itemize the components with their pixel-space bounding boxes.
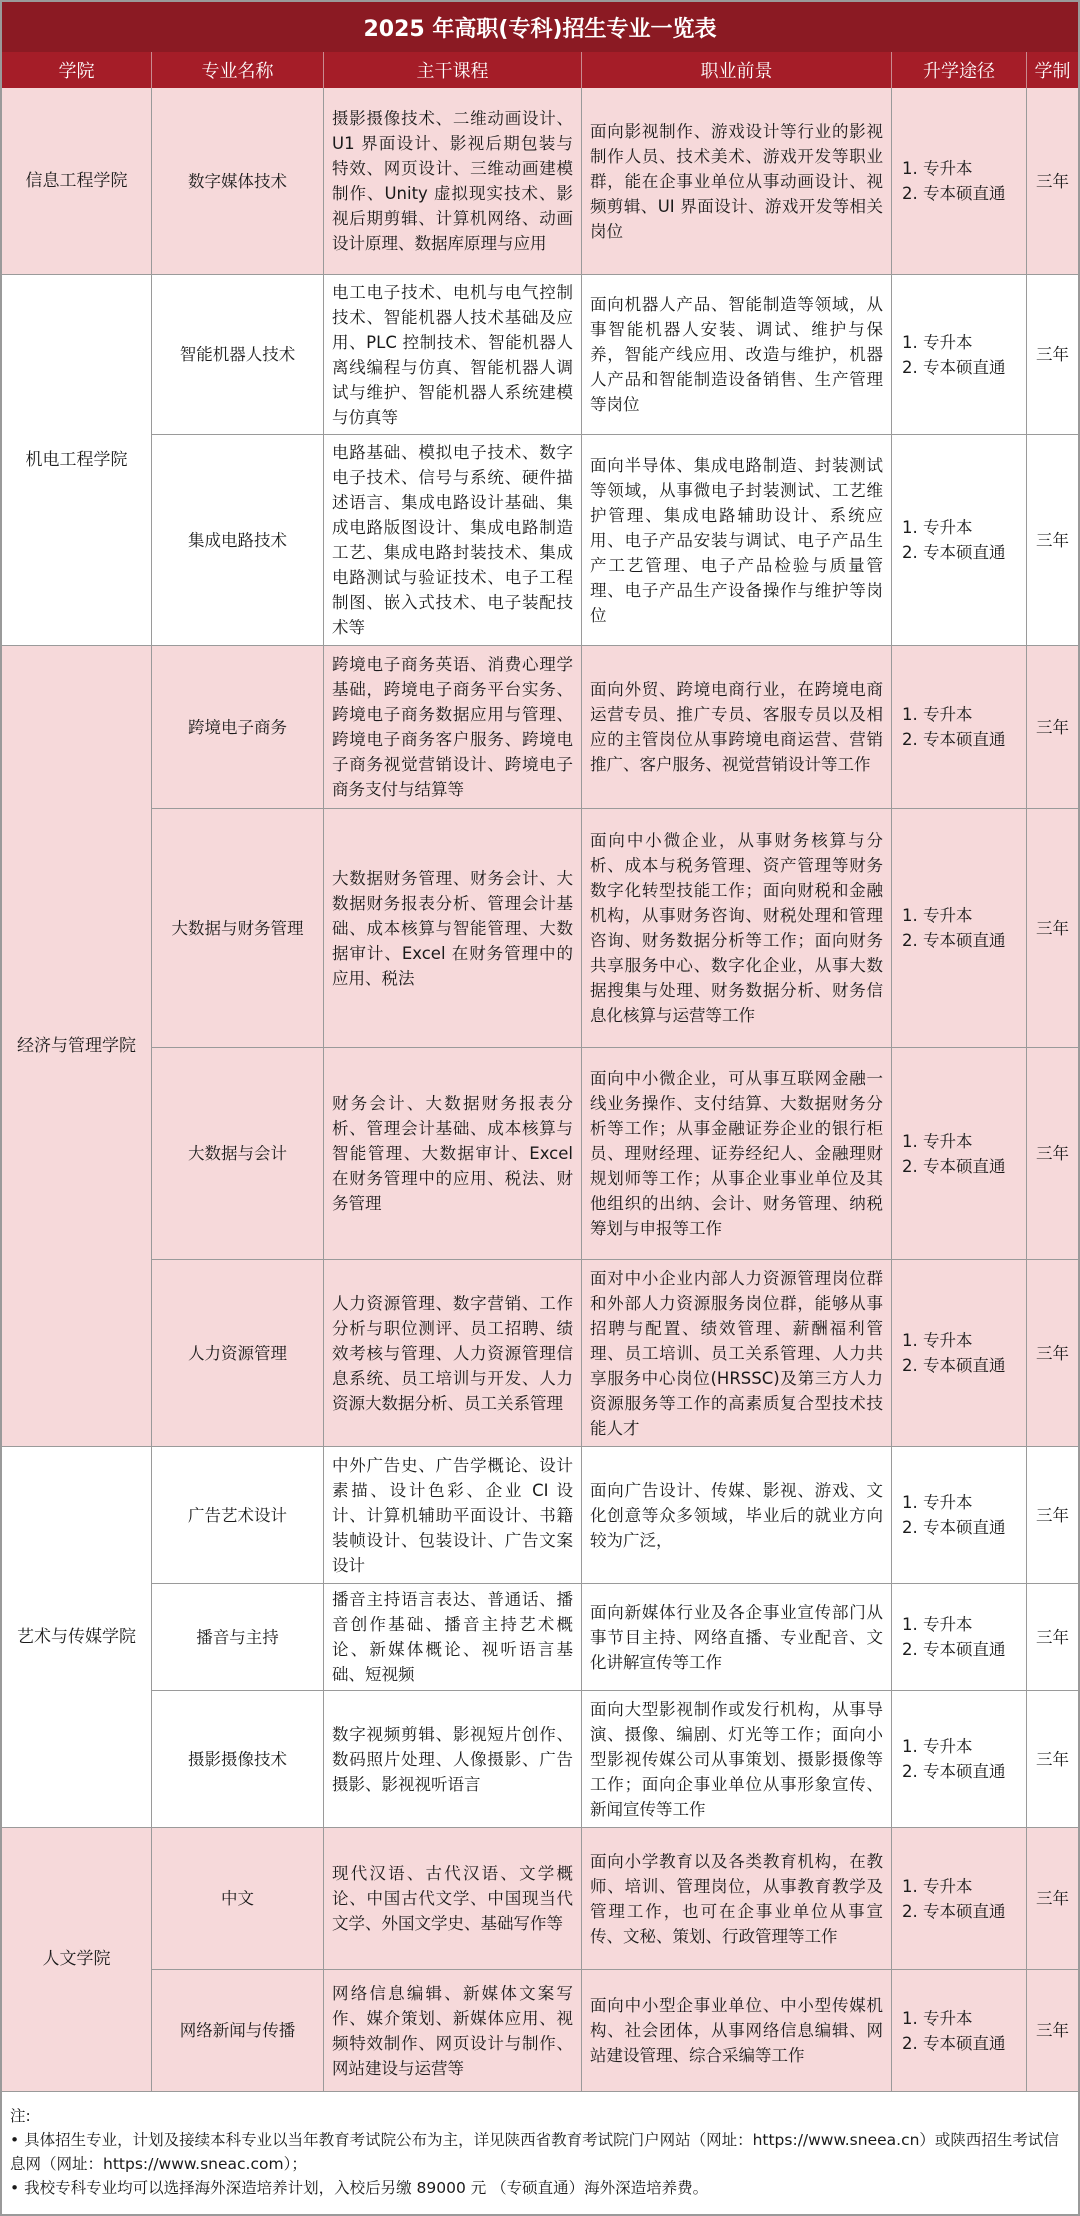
major-name: 人力资源管理 bbox=[152, 1260, 324, 1447]
major-courses: 现代汉语、古代汉语、文学概论、中国古代文学、中国现当代文学、外国文学史、基础写作等 bbox=[324, 1828, 582, 1970]
college-cell-economics-management: 经济与管理学院 bbox=[2, 646, 152, 1447]
major-courses: 网络信息编辑、新媒体文案写作、媒介策划、新媒体应用、视频特效制作、网页设计与制作、网站建设与运营等 bbox=[324, 1970, 582, 2092]
major-prospects: 面向中小微企业，可从事互联网金融一线业务操作、支付结算、大数据财务分析等工作；从事金融证券企业的银行柜员、理财经理、证券经纪人、金融理财规划师等工作；从事企业事业单位及其他组织的出纳、会计、财务管理、纳税筹划与申报等工作 bbox=[582, 1048, 892, 1260]
college-cell-info-engineering: 信息工程学院 bbox=[2, 88, 152, 275]
major-prospects: 面向半导体、集成电路制造、封装测试等领域，从事微电子封装测试、工艺维护管理、集成电路辅助设计、系统应用、电子产品安装与调试、电子产品生产工艺管理、电子产品检验与质量管理、电子产品生产设备操作与维护等岗位 bbox=[582, 435, 892, 646]
path-item: 2. 专本硕直通 bbox=[902, 1156, 1006, 1176]
major-path bbox=[892, 1260, 1027, 1447]
path-item: 2. 专本硕直通 bbox=[902, 184, 1006, 203]
path-item: 1. 专升本 bbox=[902, 1876, 973, 1896]
major-name: 播音与主持 bbox=[152, 1584, 324, 1691]
path-item: 2. 专本硕直通 bbox=[902, 1901, 1006, 1921]
header-college: 学院 bbox=[2, 52, 152, 88]
major-path bbox=[892, 809, 1027, 1048]
major-duration: 三年 bbox=[1027, 1828, 1078, 1970]
table-header-row bbox=[2, 52, 1078, 88]
path-item: 1. 专升本 bbox=[902, 1615, 973, 1634]
major-path bbox=[892, 1970, 1027, 2092]
major-prospects: 面向机器人产品、智能制造等领域，从事智能机器人安装、调试、维护与保养，智能产线应用、改造与维护，机器人产品和智能制造设备销售、生产管理等岗位 bbox=[582, 275, 892, 435]
note-line: • 具体招生专业，计划及接续本科专业以当年教育考试院公布为主，详见陕西省教育考试院门户网站（网址：https://www.sneea.cn）或陕西招生考试信息网（网址：https://www.sneac.com）； bbox=[10, 2131, 1059, 2173]
table-title: 2025 年高职(专科)招生专业一览表 bbox=[2, 2, 1078, 52]
college-cell-arts-media: 艺术与传媒学院 bbox=[2, 1447, 152, 1828]
major-prospects: 面向大型影视制作或发行机构，从事导演、摄像、编剧、灯光等工作；面向小型影视传媒公司从事策划、摄影摄像等工作；面向企事业单位从事形象宣传、新闻宣传等工作 bbox=[582, 1691, 892, 1828]
major-courses: 电工电子技术、电机与电气控制技术、智能机器人技术基础及应用、PLC 控制技术、智能机器人离线编程与仿真、智能机器人调试与维护、智能机器人系统建模与仿真等 bbox=[324, 275, 582, 435]
path-item: 1. 专升本 bbox=[902, 2008, 973, 2028]
major-name: 数字媒体技术 bbox=[152, 88, 324, 275]
major-name: 中文 bbox=[152, 1828, 324, 1970]
major-prospects: 面向外贸、跨境电商行业，在跨境电商运营专员、推广专员、客服专员以及相应的主管岗位从事跨境电商运营、营销推广、客户服务、视觉营销设计等工作 bbox=[582, 646, 892, 809]
major-path bbox=[892, 646, 1027, 809]
table-body bbox=[2, 88, 1078, 2092]
path-item: 2. 专本硕直通 bbox=[902, 357, 1006, 377]
major-prospects: 面向广告设计、传媒、影视、游戏、文化创意等众多领域，毕业后的就业方向较为广泛， bbox=[582, 1447, 892, 1584]
major-courses: 人力资源管理、数字营销、工作分析与职位测评、员工招聘、绩效考核与管理、人力资源管理信息系统、员工培训与开发、人力资源大数据分析、员工关系管理 bbox=[324, 1260, 582, 1447]
path-item: 1. 专升本 bbox=[902, 159, 973, 178]
major-path bbox=[892, 88, 1027, 275]
major-duration: 三年 bbox=[1027, 1447, 1078, 1584]
major-duration: 三年 bbox=[1027, 1260, 1078, 1447]
path-item: 2. 专本硕直通 bbox=[902, 1640, 1006, 1659]
major-courses: 跨境电子商务英语、消费心理学基础，跨境电子商务平台实务、跨境电子商务数据应用与管理、跨境电子商务客户服务、跨境电子商务视觉营销设计、跨境电子商务支付与结算等 bbox=[324, 646, 582, 809]
major-prospects: 面对中小企业内部人力资源管理岗位群和外部人力资源服务岗位群，能够从事招聘与配置、绩效管理、薪酬福利管理、员工培训、员工关系管理、人力共享服务中心岗位(HRSSC)及第三方人力资源服务等工作的高素质复合型技术技能人才 bbox=[582, 1260, 892, 1447]
path-item: 1. 专升本 bbox=[902, 906, 973, 925]
major-name: 大数据与会计 bbox=[152, 1048, 324, 1260]
path-item: 2. 专本硕直通 bbox=[902, 730, 1006, 749]
major-name: 智能机器人技术 bbox=[152, 275, 324, 435]
major-path bbox=[892, 1447, 1027, 1584]
major-duration: 三年 bbox=[1027, 88, 1078, 275]
major-name: 广告艺术设计 bbox=[152, 1447, 324, 1584]
major-duration: 三年 bbox=[1027, 1691, 1078, 1828]
notes-label: 注: bbox=[10, 2107, 31, 2125]
major-duration: 三年 bbox=[1027, 809, 1078, 1048]
major-prospects: 面向中小微企业，从事财务核算与分析、成本与税务管理、资产管理等财务数字化转型技能工作；面向财税和金融机构，从事财务咨询、财税处理和管理咨询、财务数据分析等工作；面向财务共享服务中心、数字化企业，从事大数据搜集与处理、财务数据分析、财务信息化核算与运营等工作 bbox=[582, 809, 892, 1048]
major-name: 跨境电子商务 bbox=[152, 646, 324, 809]
path-item: 1. 专升本 bbox=[902, 705, 973, 724]
path-item: 2. 专本硕直通 bbox=[902, 543, 1006, 562]
path-item: 2. 专本硕直通 bbox=[902, 931, 1006, 950]
major-prospects: 面向小学教育以及各类教育机构，在教师、培训、管理岗位，从事教育教学及管理工作，也可在企事业单位从事宣传、文秘、策划、行政管理等工作 bbox=[582, 1828, 892, 1970]
major-path bbox=[892, 435, 1027, 646]
major-duration: 三年 bbox=[1027, 646, 1078, 809]
major-courses: 播音主持语言表达、普通话、播音创作基础、播音主持艺术概论、新媒体概论、视听语言基础、短视频 bbox=[324, 1584, 582, 1691]
major-duration: 三年 bbox=[1027, 1048, 1078, 1260]
path-item: 1. 专升本 bbox=[902, 332, 973, 352]
major-courses: 中外广告史、广告学概论、设计素描、设计色彩、企业 CI 设计、计算机辅助平面设计、书籍装帧设计、包装设计、广告文案设计 bbox=[324, 1447, 582, 1584]
path-item: 2. 专本硕直通 bbox=[902, 1356, 1006, 1375]
path-item: 1. 专升本 bbox=[902, 1131, 973, 1151]
header-courses: 主干课程 bbox=[324, 52, 582, 88]
major-courses: 电路基础、模拟电子技术、数字电子技术、信号与系统、硬件描述语言、集成电路设计基础、集成电路版图设计、集成电路制造工艺、集成电路封装技术、集成电路测试与验证技术、电子工程制图、嵌入式技术、电子装配技术等 bbox=[324, 435, 582, 646]
major-prospects: 面向新媒体行业及各企事业宣传部门从事节目主持、网络直播、专业配音、文化讲解宣传等工作 bbox=[582, 1584, 892, 1691]
path-item: 1. 专升本 bbox=[902, 1331, 973, 1350]
major-name: 集成电路技术 bbox=[152, 435, 324, 646]
major-courses: 财务会计、大数据财务报表分析、管理会计基础、成本核算与智能管理、大数据审计、Excel 在财务管理中的应用、税法、财务管理 bbox=[324, 1048, 582, 1260]
major-duration: 三年 bbox=[1027, 1584, 1078, 1691]
header-duration: 学制 bbox=[1034, 61, 1071, 82]
major-path bbox=[892, 1048, 1027, 1260]
major-duration: 三年 bbox=[1027, 1970, 1078, 2092]
major-courses: 数字视频剪辑、影视短片创作、数码照片处理、人像摄影、广告摄影、影视视听语言 bbox=[324, 1691, 582, 1828]
path-item: 1. 专升本 bbox=[902, 1493, 973, 1512]
path-item: 2. 专本硕直通 bbox=[902, 1762, 1006, 1781]
major-path bbox=[892, 1691, 1027, 1828]
header-major: 专业名称 bbox=[152, 52, 324, 88]
header-prospects: 职业前景 bbox=[582, 52, 892, 88]
path-item: 1. 专升本 bbox=[902, 1737, 973, 1756]
major-name: 大数据与财务管理 bbox=[152, 809, 324, 1048]
major-name: 网络新闻与传播 bbox=[152, 1970, 324, 2092]
major-path bbox=[892, 1828, 1027, 1970]
college-cell-humanities: 人文学院 bbox=[2, 1828, 152, 2092]
major-name: 摄影摄像技术 bbox=[152, 1691, 324, 1828]
major-prospects: 面向中小型企事业单位、中小型传媒机构、社会团体，从事网络信息编辑、网站建设管理、综合采编等工作 bbox=[582, 1970, 892, 2092]
college-cell-mechatronics: 机电工程学院 bbox=[2, 275, 152, 646]
path-item: 2. 专本硕直通 bbox=[902, 2033, 1006, 2053]
major-path bbox=[892, 275, 1027, 435]
major-duration: 三年 bbox=[1027, 435, 1078, 646]
major-courses: 大数据财务管理、财务会计、大数据财务报表分析、管理会计基础、成本核算与智能管理、大数据审计、Excel 在财务管理中的应用、税法 bbox=[324, 809, 582, 1048]
note-line: • 我校专科专业均可以选择海外深造培养计划，入校后另缴 89000 元 （专硕直通）海外深造培养费。 bbox=[10, 2179, 709, 2197]
notes-section bbox=[2, 2092, 1078, 2200]
path-item: 2. 专本硕直通 bbox=[902, 1518, 1006, 1537]
major-courses: 摄影摄像技术、二维动画设计、U1 界面设计、影视后期包装与特效、网页设计、三维动画建模制作、Unity 虚拟现实技术、影视后期剪辑、计算机网络、动画设计原理、数据库原理与应用 bbox=[324, 88, 582, 275]
path-item: 1. 专升本 bbox=[902, 518, 973, 537]
major-path bbox=[892, 1584, 1027, 1691]
major-prospects: 面向影视制作、游戏设计等行业的影视制作人员、技术美术、游戏开发等职业群，能在企事业单位从事动画设计、视频剪辑、UI 界面设计、游戏开发等相关岗位 bbox=[582, 88, 892, 275]
header-path: 升学途径 bbox=[892, 52, 1027, 88]
major-duration: 三年 bbox=[1027, 275, 1078, 435]
